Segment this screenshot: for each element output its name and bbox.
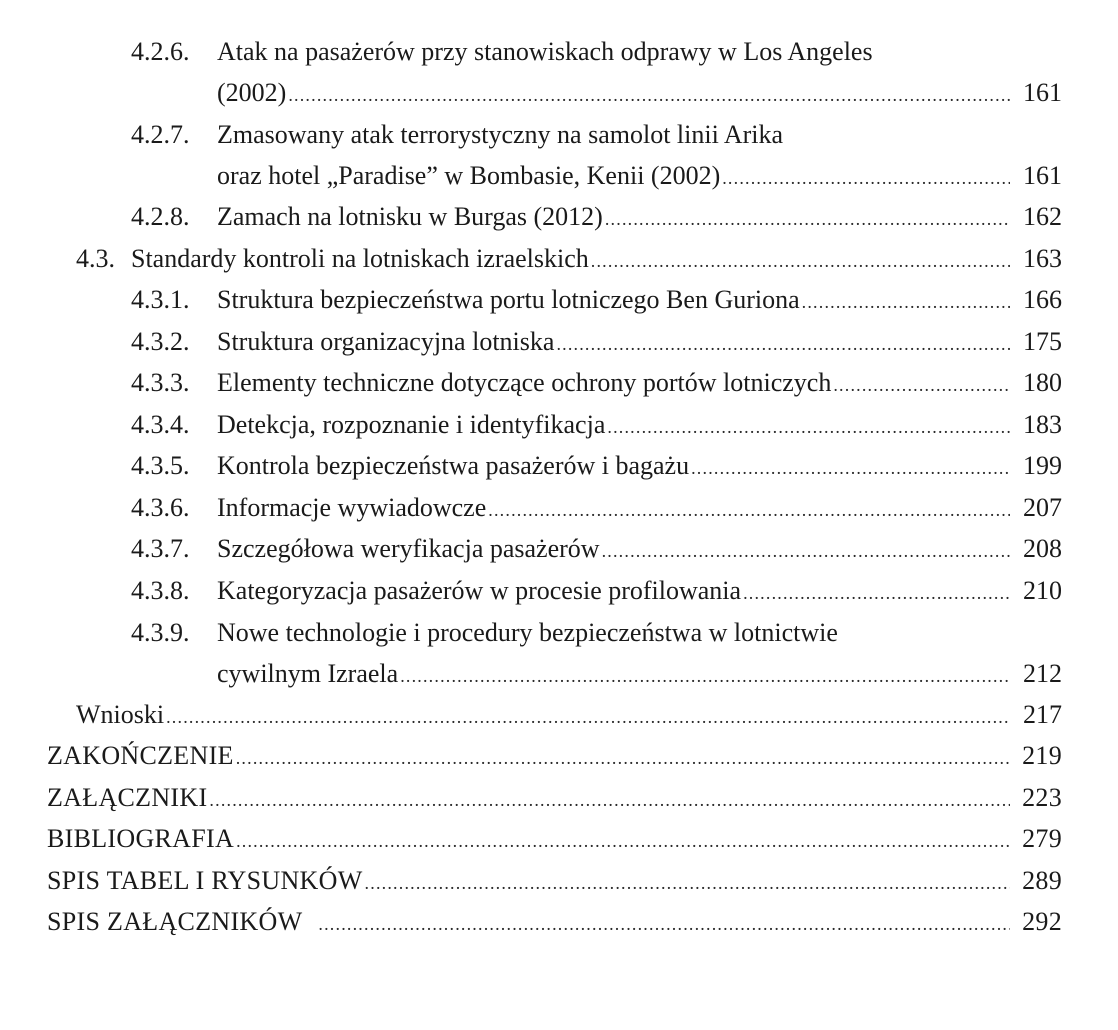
toc-entry-4-3-7[interactable] <box>131 529 1062 569</box>
leader-dots <box>488 490 1010 530</box>
leader-dots <box>722 158 1010 198</box>
toc-entry-title: Nowe technologie i procedury bezpieczeństwa w lotnictwie <box>217 618 838 647</box>
toc-entry-page: 166 <box>1023 285 1062 314</box>
toc-entry-page: 180 <box>1023 368 1062 397</box>
toc-entry-wnioski[interactable] <box>76 695 1062 735</box>
toc-entry-title-cont: oraz hotel „Paradise” w Bombasie, Kenii (2002) <box>217 161 721 190</box>
toc-entry-number: 4.3.7. <box>131 534 190 563</box>
toc-entry-title-cont: (2002) <box>217 78 287 107</box>
toc-entry-number: 4.3.6. <box>131 493 190 522</box>
toc-entry-4-3-2[interactable] <box>131 322 1062 362</box>
toc-entry-title: Informacje wywiadowcze <box>217 493 487 522</box>
toc-entry-4-3-6[interactable] <box>131 488 1062 528</box>
leader-dots <box>365 863 1010 903</box>
toc-entry-number: 4.3.8. <box>131 576 190 605</box>
toc-entry-title: Wnioski <box>76 700 165 729</box>
leader-dots <box>288 75 1010 115</box>
toc-entry-4-3-4[interactable] <box>131 405 1062 445</box>
toc-entry-page: 212 <box>1023 659 1062 688</box>
toc-entry-page: 207 <box>1023 493 1062 522</box>
toc-entry-number: 4.2.8. <box>131 202 190 231</box>
toc-entry-number: 4.3.4. <box>131 410 190 439</box>
toc-entry-title: ZAŁĄCZNIKI <box>47 783 208 812</box>
toc-entry-number: 4.3.1. <box>131 285 190 314</box>
toc-entry-4-3-9[interactable] <box>217 654 1062 694</box>
toc-entry-page: 289 <box>1022 866 1062 895</box>
toc-entry-4-2-6-line1 <box>131 32 1062 72</box>
toc-entry-4-3-8[interactable] <box>131 571 1062 611</box>
toc-entry-page: 210 <box>1023 576 1062 605</box>
toc-entry-number: 4.2.7. <box>131 120 190 149</box>
leader-dots <box>602 531 1010 571</box>
leader-dots <box>802 282 1010 322</box>
toc-entry-number: 4.3. <box>76 244 115 273</box>
leader-dots <box>556 324 1010 364</box>
toc-entry-title: Elementy techniczne dotyczące ochrony portów lotniczych <box>217 368 832 397</box>
leader-dots <box>166 697 1010 737</box>
leader-dots <box>236 821 1010 861</box>
toc-entry-page: 219 <box>1022 741 1062 770</box>
toc-entry-title: Szczegółowa weryfikacja pasażerów <box>217 534 600 563</box>
toc-entry-title: Standardy kontroli na lotniskach izraelskich <box>131 244 589 273</box>
leader-dots <box>591 241 1010 281</box>
toc-entry-page: 161 <box>1023 161 1062 190</box>
toc-entry-title: Detekcja, rozpoznanie i identyfikacja <box>217 410 606 439</box>
toc-entry-page: 217 <box>1023 700 1062 729</box>
toc-entry-page: 162 <box>1023 202 1062 231</box>
toc-entry-page: 175 <box>1023 327 1062 356</box>
toc-entry-title: Kategoryzacja pasażerów w procesie profilowania <box>217 576 742 605</box>
toc-entry-page: 279 <box>1022 824 1062 853</box>
toc-entry-4-3-9-line1 <box>131 613 1062 653</box>
toc-entry-4-2-6[interactable] <box>217 73 1062 113</box>
toc-entry-page: 223 <box>1022 783 1062 812</box>
toc-entry-title: Kontrola bezpieczeństwa pasażerów i bagażu <box>217 451 690 480</box>
toc-entry-page: 183 <box>1023 410 1062 439</box>
toc-entry-zalaczniki[interactable] <box>47 778 1062 818</box>
toc-entry-title: ZAKOŃCZENIE <box>47 741 234 770</box>
toc-entry-page: 292 <box>1022 907 1062 936</box>
toc-entry-title: Atak na pasażerów przy stanowiskach odprawy w Los Angeles <box>217 37 873 66</box>
toc-entry-title: BIBLIOGRAFIA <box>47 824 235 853</box>
toc-entry-title: Struktura organizacyjna lotniska <box>217 327 555 356</box>
leader-dots <box>400 656 1010 696</box>
toc-entry-spis-tabel[interactable] <box>47 861 1062 901</box>
leader-dots <box>236 738 1010 778</box>
leader-dots <box>743 573 1010 613</box>
toc-entry-number: 4.3.9. <box>131 618 190 647</box>
leader-dots <box>209 780 1010 820</box>
toc-entry-4-3-5[interactable] <box>131 446 1062 486</box>
toc-entry-4-2-7-line1 <box>131 115 1062 155</box>
leader-dots <box>691 448 1010 488</box>
toc-entry-title: Struktura bezpieczeństwa portu lotniczego Ben Guriona <box>217 285 800 314</box>
toc-entry-page: 208 <box>1023 534 1062 563</box>
toc-entry-page: 161 <box>1023 78 1062 107</box>
toc-entry-title: Zamach na lotnisku w Burgas (2012) <box>217 202 603 231</box>
toc-entry-zakonczenie[interactable] <box>47 736 1062 776</box>
toc-entry-number: 4.3.2. <box>131 327 190 356</box>
toc-entry-page: 163 <box>1023 244 1062 273</box>
toc-entry-4-3-3[interactable] <box>131 363 1062 403</box>
toc-entry-title: SPIS ZAŁĄCZNIKÓW <box>47 907 303 936</box>
toc-entry-4-2-8[interactable] <box>131 197 1062 237</box>
toc-entry-4-3-1[interactable] <box>131 280 1062 320</box>
leader-dots <box>607 407 1010 447</box>
toc-entry-4-2-7[interactable] <box>217 156 1062 196</box>
toc-entry-4-3[interactable] <box>76 239 1062 279</box>
toc-entry-spis-zalacznikow[interactable] <box>47 902 1062 942</box>
toc-entry-number: 4.3.5. <box>131 451 190 480</box>
toc-entry-title: SPIS TABEL I RYSUNKÓW <box>47 866 363 895</box>
toc-entry-bibliografia[interactable] <box>47 819 1062 859</box>
leader-dots <box>833 365 1010 405</box>
toc-entry-title-cont: cywilnym Izraela <box>217 659 399 688</box>
leader-dots <box>605 199 1010 239</box>
toc-entry-page: 199 <box>1023 451 1062 480</box>
toc-entry-title: Zmasowany atak terrorystyczny na samolot linii Arika <box>217 120 784 149</box>
toc-entry-number: 4.3.3. <box>131 368 190 397</box>
leader-dots <box>318 904 1010 944</box>
toc-entry-number: 4.2.6. <box>131 37 190 66</box>
